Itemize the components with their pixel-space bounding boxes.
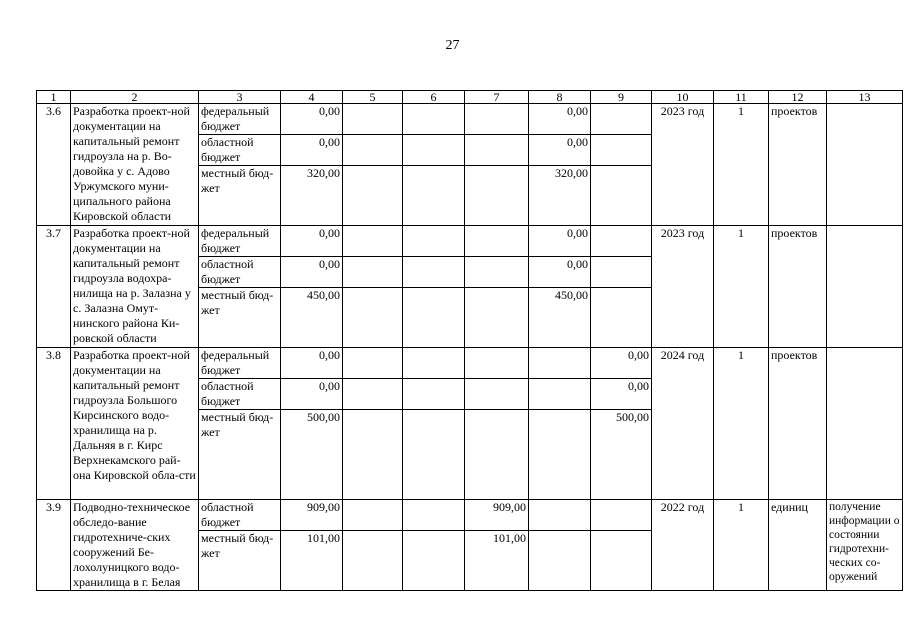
amount-c7 (465, 257, 529, 288)
amount-c6 (403, 379, 465, 410)
amount-c4: 909,00 (281, 500, 343, 531)
measure-name: Разработка проект-ной документации на капитальный ремонт гидроузла на р. Во-довойка у с. Адово Уржумского муни-ципального района Кировской области (71, 104, 199, 226)
amount-c4: 0,00 (281, 135, 343, 166)
unit-of-measure: единиц (769, 500, 827, 591)
col-header-7: 7 (465, 91, 529, 104)
row-number: 3.6 (37, 104, 71, 226)
row-number: 3.8 (37, 348, 71, 500)
amount-c4: 0,00 (281, 379, 343, 410)
unit-of-measure: проектов (769, 348, 827, 500)
expected-result (827, 348, 903, 500)
indicator-value: 1 (714, 226, 769, 348)
amount-c8 (529, 379, 591, 410)
amount-c9: 500,00 (591, 410, 652, 500)
amount-c5 (343, 500, 403, 531)
funding-source: областной бюджет (199, 379, 281, 410)
measure-name: Подводно-техническое обследо-вание гидротехниче-ских сооружений Бе-лохолуницкого водо-хранилища в г. Белая (71, 500, 199, 591)
col-header-3: 3 (199, 91, 281, 104)
amount-c7: 101,00 (465, 531, 529, 591)
col-header-11: 11 (714, 91, 769, 104)
indicator-value: 1 (714, 104, 769, 226)
amount-c6 (403, 257, 465, 288)
amount-c8: 0,00 (529, 226, 591, 257)
amount-c7 (465, 166, 529, 226)
amount-c5 (343, 226, 403, 257)
amount-c4: 320,00 (281, 166, 343, 226)
col-header-10: 10 (652, 91, 714, 104)
amount-c8: 320,00 (529, 166, 591, 226)
amount-c7 (465, 288, 529, 348)
measure-name: Разработка проект-ной документации на капитальный ремонт гидроузла Большого Кирсинского водо-хранилища на р. Дальняя в г. Кирс Верхнекамского рай-она Кировской обла-сти (71, 348, 199, 500)
col-header-9: 9 (591, 91, 652, 104)
amount-c7 (465, 104, 529, 135)
funding-source: местный бюд-жет (199, 288, 281, 348)
funding-source: федеральный бюджет (199, 348, 281, 379)
col-header-8: 8 (529, 91, 591, 104)
completion-year: 2022 год (652, 500, 714, 591)
funding-source: федеральный бюджет (199, 226, 281, 257)
amount-c9: 0,00 (591, 379, 652, 410)
measure-name: Разработка проект-ной документации на капитальный ремонт гидроузла водохра-нилища на р. Залазна у с. Залазна Омут-нинского района Ки-ровской области (71, 226, 199, 348)
table-row (37, 104, 903, 135)
expected-result (827, 226, 903, 348)
funding-source: областной бюджет (199, 257, 281, 288)
col-header-6: 6 (403, 91, 465, 104)
col-header-1: 1 (37, 91, 71, 104)
amount-c8 (529, 500, 591, 531)
amount-c9 (591, 288, 652, 348)
amount-c8: 0,00 (529, 135, 591, 166)
amount-c9 (591, 531, 652, 591)
col-header-2: 2 (71, 91, 199, 104)
amount-c4: 0,00 (281, 226, 343, 257)
amount-c6 (403, 348, 465, 379)
budget-table (36, 90, 903, 591)
amount-c9 (591, 226, 652, 257)
amount-c7 (465, 348, 529, 379)
unit-of-measure: проектов (769, 226, 827, 348)
amount-c5 (343, 166, 403, 226)
amount-c6 (403, 135, 465, 166)
amount-c5 (343, 348, 403, 379)
amount-c9 (591, 104, 652, 135)
amount-c5 (343, 288, 403, 348)
row-number: 3.9 (37, 500, 71, 591)
col-header-4: 4 (281, 91, 343, 104)
amount-c8 (529, 531, 591, 591)
col-header-13: 13 (827, 91, 903, 104)
amount-c8 (529, 348, 591, 379)
amount-c6 (403, 500, 465, 531)
amount-c4: 0,00 (281, 348, 343, 379)
funding-source: местный бюд-жет (199, 166, 281, 226)
page-number: 27 (445, 38, 460, 53)
amount-c7 (465, 379, 529, 410)
amount-c8: 0,00 (529, 104, 591, 135)
table-row (37, 226, 903, 257)
amount-c4: 500,00 (281, 410, 343, 500)
amount-c6 (403, 104, 465, 135)
unit-of-measure: проектов (769, 104, 827, 226)
indicator-value: 1 (714, 500, 769, 591)
amount-c7: 909,00 (465, 500, 529, 531)
amount-c6 (403, 226, 465, 257)
expected-result: получение информации о состоянии гидротехни-ческих со-оружений (827, 500, 903, 591)
amount-c8 (529, 410, 591, 500)
amount-c6 (403, 410, 465, 500)
amount-c9 (591, 500, 652, 531)
table-row (37, 500, 903, 531)
completion-year: 2023 год (652, 226, 714, 348)
amount-c6 (403, 288, 465, 348)
completion-year: 2024 год (652, 348, 714, 500)
col-header-12: 12 (769, 91, 827, 104)
amount-c5 (343, 104, 403, 135)
col-header-5: 5 (343, 91, 403, 104)
amount-c8: 0,00 (529, 257, 591, 288)
amount-c9 (591, 166, 652, 226)
funding-source: местный бюд-жет (199, 531, 281, 591)
amount-c9: 0,00 (591, 348, 652, 379)
amount-c5 (343, 257, 403, 288)
indicator-value: 1 (714, 348, 769, 500)
amount-c9 (591, 257, 652, 288)
expected-result (827, 104, 903, 226)
funding-source: федеральный бюджет (199, 104, 281, 135)
amount-c5 (343, 135, 403, 166)
amount-c6 (403, 531, 465, 591)
amount-c4: 101,00 (281, 531, 343, 591)
funding-source: областной бюджет (199, 135, 281, 166)
amount-c9 (591, 135, 652, 166)
amount-c5 (343, 410, 403, 500)
amount-c4: 0,00 (281, 104, 343, 135)
header-row (37, 91, 903, 104)
amount-c6 (403, 166, 465, 226)
amount-c8: 450,00 (529, 288, 591, 348)
funding-source: местный бюд-жет (199, 410, 281, 500)
table-row (37, 348, 903, 379)
row-number: 3.7 (37, 226, 71, 348)
amount-c5 (343, 531, 403, 591)
amount-c7 (465, 226, 529, 257)
amount-c4: 450,00 (281, 288, 343, 348)
funding-source: областной бюджет (199, 500, 281, 531)
amount-c7 (465, 410, 529, 500)
amount-c5 (343, 379, 403, 410)
completion-year: 2023 год (652, 104, 714, 226)
amount-c7 (465, 135, 529, 166)
amount-c4: 0,00 (281, 257, 343, 288)
